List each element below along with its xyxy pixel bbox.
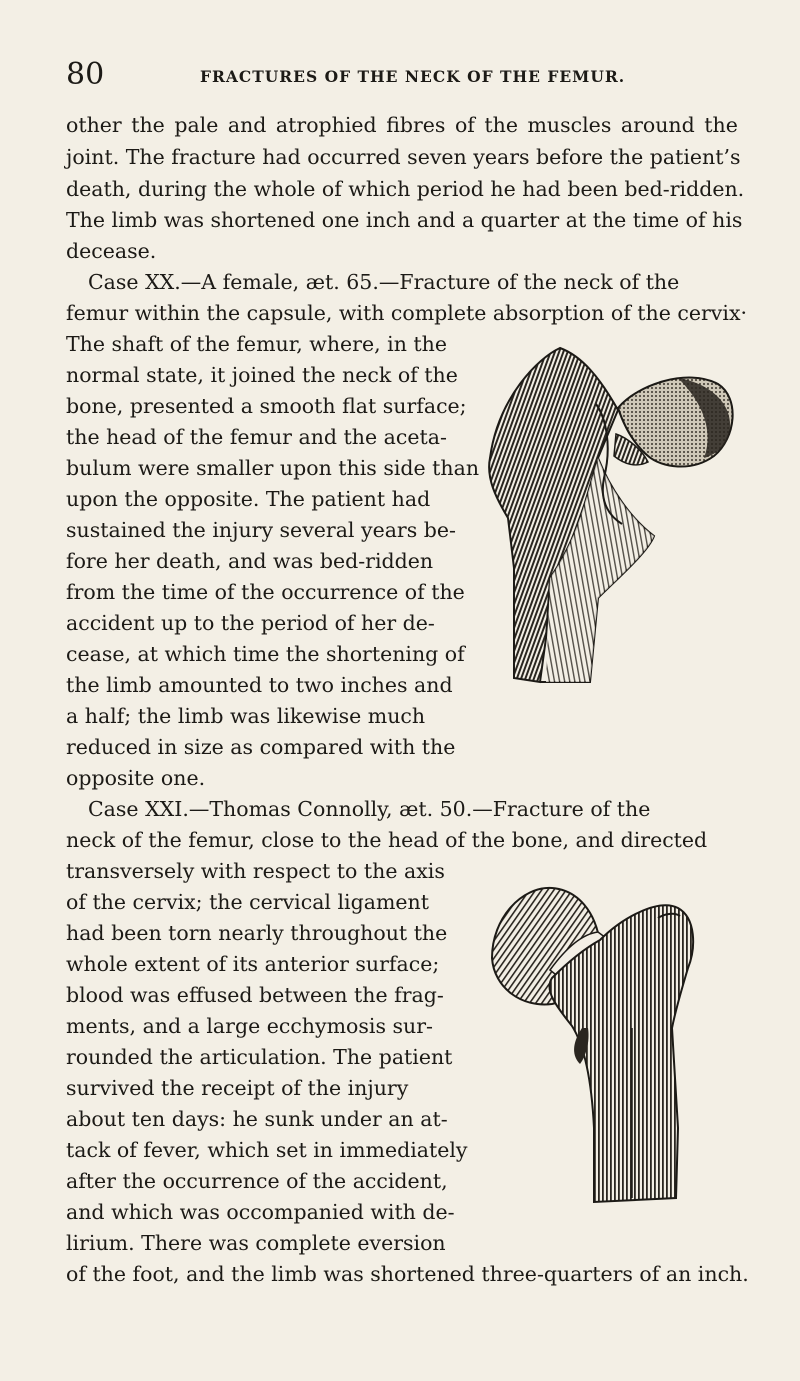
text-line: normal state, it joined the neck of the [66, 363, 458, 387]
text-line: The shaft of the femur, where, in the [66, 332, 447, 356]
text-line: and which was occompanied with de- [66, 1200, 455, 1224]
text-line: joint. The fracture had occurred seven years before the patient’s [66, 145, 741, 169]
case-heading-line: Case XXI.—Thomas Connolly, æt. 50.—Fracture of the [88, 797, 651, 821]
text-line: bone, presented a smooth flat surface; [66, 394, 467, 418]
text-line: fore her death, and was bed-ridden [66, 549, 434, 573]
femur-illustration-case-xx [478, 338, 738, 700]
text-line: whole extent of its anterior surface; [66, 952, 440, 976]
text-line: had been torn nearly throughout the [66, 921, 448, 945]
text-line: opposite one. [66, 766, 206, 790]
text-line: about ten days: he sunk under an at- [66, 1107, 448, 1131]
text-line: death, during the whole of which period he had been bed-ridden. [66, 177, 745, 201]
text-line: a half; the limb was likewise much [66, 704, 426, 728]
text-line: bulum were smaller upon this side than [66, 456, 480, 480]
text-line: the head of the femur and the aceta- [66, 425, 447, 449]
text-line: from the time of the occurrence of the [66, 580, 465, 604]
text-line: survived the receipt of the injury [66, 1076, 409, 1100]
text-line: cease, at which time the shortening of [66, 642, 465, 666]
text-line: upon the opposite. The patient had [66, 487, 431, 511]
text-line: of the cervix; the cervical ligament [66, 890, 429, 914]
case-heading-line: Case XX.—A female, æt. 65.—Fracture of the neck of the [88, 270, 680, 294]
text-line: sustained the injury several years be- [66, 518, 456, 542]
text-line: The limb was shortened one inch and a quarter at the time of his [66, 208, 743, 232]
text-line: accident up to the period of her de- [66, 611, 435, 635]
text-line: lirium. There was complete eversion [66, 1231, 446, 1255]
text-line: other the pale and atrophied fibres of the muscles around the [66, 113, 738, 137]
text-line: tack of fever, which set in immediately [66, 1138, 468, 1162]
text-line: transversely with respect to the axis [66, 859, 445, 883]
text-line: femur within the capsule, with complete absorption of the cervix· [66, 301, 748, 325]
text-line: rounded the articulation. The patient [66, 1045, 453, 1069]
text-line: of the foot, and the limb was shortened three-quarters of an inch. [66, 1262, 749, 1286]
text-line: blood was effused between the frag- [66, 983, 444, 1007]
text-line: neck of the femur, close to the head of the bone, and directed [66, 828, 708, 852]
text-line: the limb amounted to two inches and [66, 673, 453, 697]
text-line: reduced in size as compared with the [66, 735, 456, 759]
running-title: FRACTURES OF THE NECK OF THE FEMUR. [200, 67, 626, 86]
femur-illustration-case-xxi [482, 878, 712, 1222]
page-number: 80 [66, 57, 105, 92]
text-line: decease. [66, 239, 157, 263]
text-line: after the occurrence of the accident, [66, 1169, 448, 1193]
text-line: ments, and a large ecchymosis sur- [66, 1014, 433, 1038]
